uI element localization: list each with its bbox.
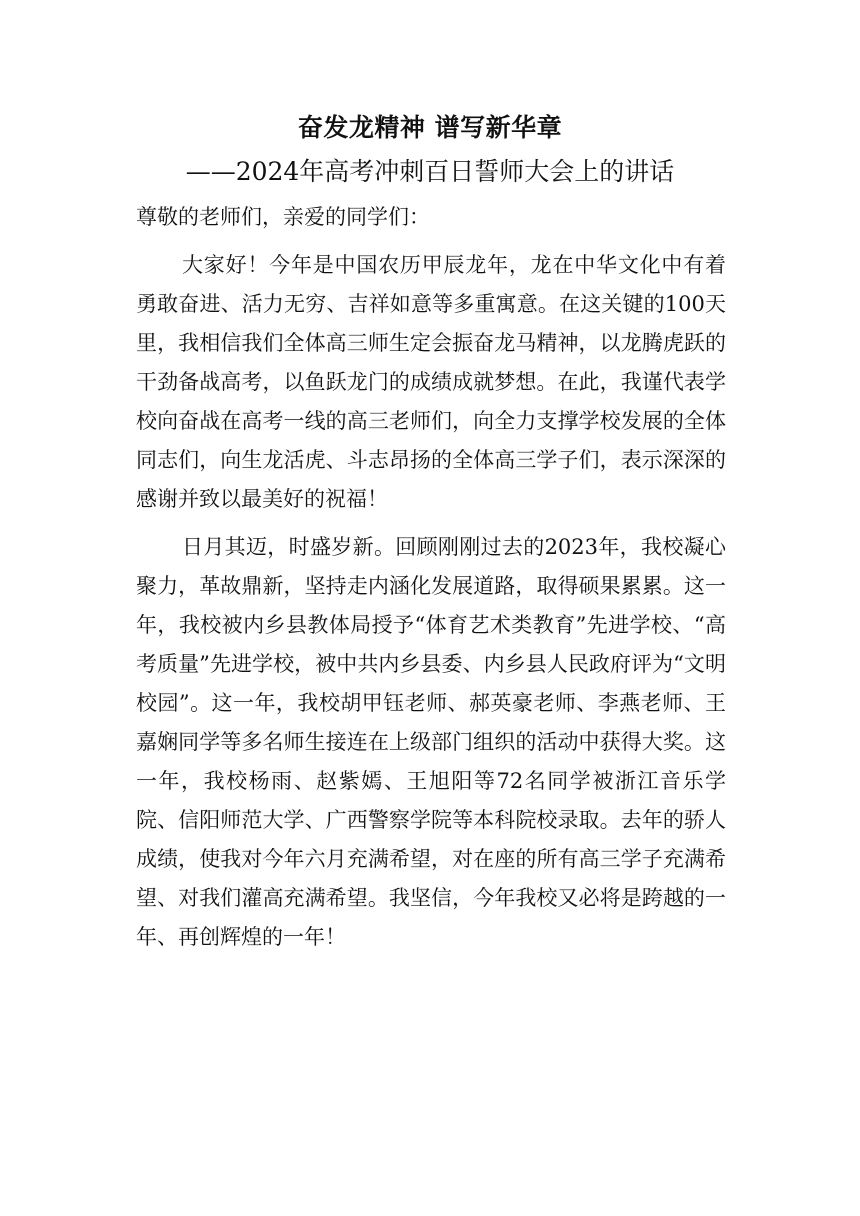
document-title: 奋发龙精神 谱写新华章 [297, 113, 563, 142]
paragraph-greeting: 大家好！今年是中国农历甲辰龙年，龙在中华文化中有着勇敢奋进、活力无穷、吉祥如意等多重寓意。在这关键的100天里，我相信我们全体高三师生定会振奋龙马精神，以龙腾虎跃的干劲备战高考，以鱼跃龙门的成绩成就梦想。在此，我谨代表学校向奋战在高考一线的高三老师们，向全力支撑学校发展的全体同志们，向生龙活虎、斗志昂扬的全体高三学子们，表示深深的感谢并致以最美好的祝福！ [136, 253, 726, 511]
document-subtitle: ——2024年高考冲刺百日誓师大会上的讲话 [185, 157, 675, 186]
salutation: 尊敬的老师们，亲爱的同学们： [136, 205, 430, 229]
paragraph-review: 日月其迈，时盛岁新。回顾刚刚过去的2023年，我校凝心聚力，革故鼎新，坚持走内涵化发展道路，取得硕果累累。这一年，我校被内乡县教体局授予“体育艺术类教育”先进学校、“高考质量”先进学校，被中共内乡县委、内乡县人民政府评为“文明校园”。这一年，我校胡甲钰老师、郝英豪老师、李燕老师、王嘉娴同学等多名师生接连在上级部门组织的活动中获得大奖。这一年，我校杨雨、赵紫嫣、王旭阳等72名同学被浙江音乐学院、信阳师范大学、广西警察学院等本科院校录取。去年的骄人成绩，使我对今年六月充满希望，对在座的所有高三学子充满希望、对我们灌高充满希望。我坚信，今年我校又必将是跨越的一年、再创辉煌的一年！ [136, 535, 726, 949]
document-body [136, 198, 726, 966]
